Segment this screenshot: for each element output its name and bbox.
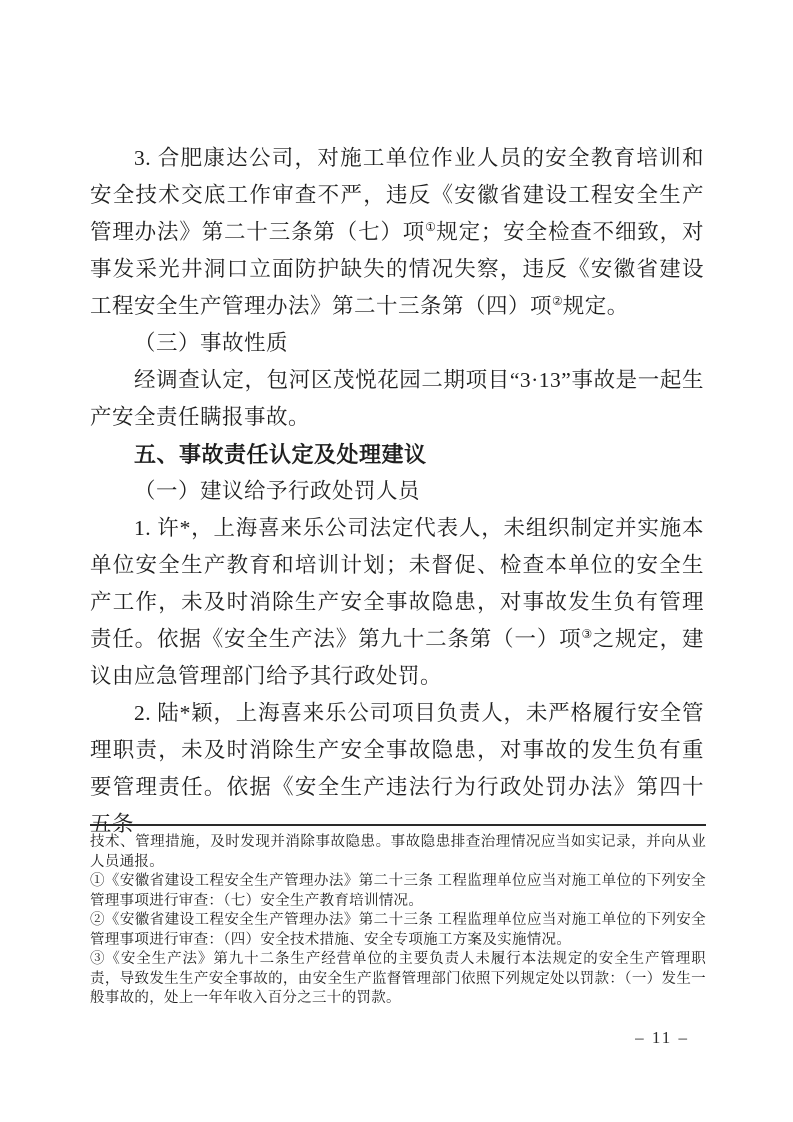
text-segment: 规定。 <box>562 294 629 318</box>
footnote-2: ②《安徽省建设工程安全生产管理办法》第二十三条 工程监理单位应当对施工单位的下列安全管理事项进行审查：（四）安全技术措施、安全专项施工方案及实施情况。 <box>90 912 706 948</box>
text-segment: 1. 许*，上海喜来乐公司法定代表人，未组织制定并实施本单位安全生产教育和培训计划；未督促、检查本单位的安全生产工作，未及时消除生产安全事故隐患，对事故发生负有管理责任。依据《安全生产法》第九十二条第（一）项 <box>90 516 704 651</box>
paragraph-person-lu: 2. 陆*颖，上海喜来乐公司项目负责人，未严格履行安全管理职责，未及时消除生产安全事故隐患，对事故的发生负有重要管理责任。依据《安全生产违法行为行政处罚办法》第四十五条 <box>90 701 704 836</box>
footnote-ref-3: ③ <box>581 626 593 641</box>
paragraph-accident-determination: 经调查认定，包河区茂悦花园二期项目“3·13”事故是一起生产安全责任瞒报事故。 <box>90 368 704 429</box>
footnote-1: ①《安徽省建设工程安全生产管理办法》第二十三条 工程监理单位应当对施工单位的下列安全管理事项进行审查：（七）安全生产教育培训情况。 <box>90 873 706 909</box>
paragraph-person-xu <box>90 510 704 695</box>
text-segment: 3. 合肥康达公司，对施工单位作业人员的安全教育培训和安全技术交底工作审查不严，违反《安徽省建设工程安全生产管理办法》第二十三条第（七）项 <box>90 146 704 244</box>
subheading-accident-nature: （三）事故性质 <box>134 331 289 355</box>
footnote-separator-line <box>90 824 706 826</box>
footnote-continuation: 技术、管理措施，及时发现并消除事故隐患。事故隐患排查治理情况应当如实记录，并向从业人员通报。 <box>90 834 706 870</box>
footnotes-section <box>90 824 706 1009</box>
footnote-3: ③《安全生产法》第九十二条生产经营单位的主要负责人未履行本法规定的安全生产管理职责，导致发生生产安全事故的，由安全生产监督管理部门依照下列规定处以罚款：（一）发生一般事故的，处上一年年收入百分之三十的罚款。 <box>90 951 706 1006</box>
page-number: – 11 – <box>635 1028 689 1047</box>
subheading-admin-penalty-persons: （一）建议给予行政处罚人员 <box>134 479 421 503</box>
paragraph-violation-kangda <box>90 140 704 325</box>
section-heading-responsibility: 五、事故责任认定及处理建议 <box>134 442 427 467</box>
text-segment: 规定；安全检查不细致，对事发采光井洞口立面防护缺失的情况失察，违反《安徽省建设工程安全生产管理办法》第二十三条第（四）项 <box>90 220 704 318</box>
document-body <box>90 140 704 843</box>
footnote-ref-2: ② <box>552 293 563 308</box>
text-segment: 之规定，建议由应急管理部门给予其行政处罚。 <box>90 627 704 688</box>
footnote-ref-1: ① <box>425 219 437 234</box>
